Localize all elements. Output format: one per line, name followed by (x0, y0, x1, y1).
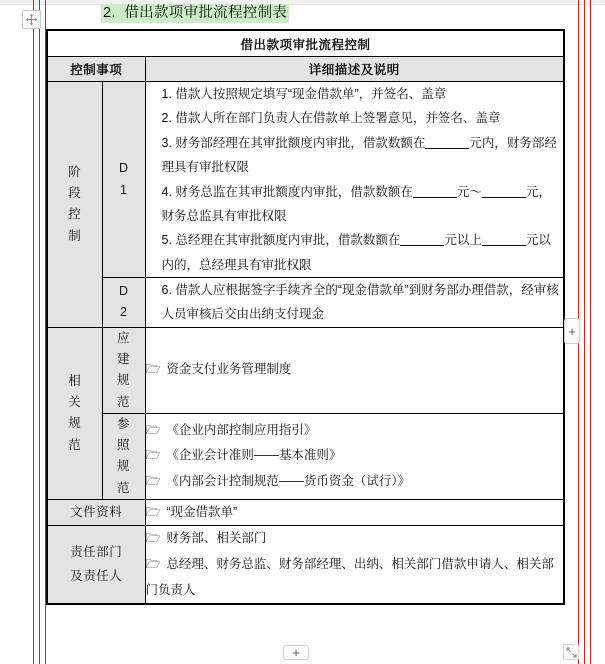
page-title-number: 2. (103, 5, 116, 21)
fill-in-blank (482, 185, 526, 198)
table-row (47, 57, 564, 82)
section-label-stage-control: 阶 段 控 制 (47, 82, 102, 328)
move-cross-icon (25, 13, 38, 26)
folder-icon: 🗁 (145, 422, 161, 437)
column-header-description: 详细描述及说明 (145, 57, 564, 82)
page-title (101, 1, 289, 22)
section-label-line: 责任部门 (70, 545, 123, 560)
list-item (146, 500, 564, 526)
table-row (47, 30, 564, 57)
list-item (146, 526, 564, 552)
stage-d2-description (145, 278, 564, 328)
reference-norms-content (145, 413, 564, 499)
list-item: 1. 借款人按照规定填写“现金借款单”，并签名、盖章 (161, 87, 447, 101)
list-item-label: 资金支付业务管理制度 (166, 362, 292, 377)
table-row (47, 82, 564, 278)
responsible-dept-content (145, 526, 564, 604)
fill-in-blank (482, 233, 526, 246)
table-row (47, 413, 564, 499)
folder-icon: 🗁 (145, 474, 161, 489)
folder-icon: 🗁 (145, 362, 161, 377)
list-item (146, 357, 564, 383)
list-item (146, 469, 564, 495)
stage-code-d2: D 2 (102, 278, 145, 328)
sublabel-should-build-norms: 应 建 规 范 (102, 327, 145, 413)
list-item: 6. 借款人应根据签字手续齐全的“现金借款单”到财务部办理借款，经审核人员审核后交由出纳支付现金 (161, 283, 559, 322)
list-item: 4. 财务总监在其审批额度内审批，借款数额在 元～ 元，财务总监具有审批权限 (161, 184, 551, 223)
sublabel-reference-norms: 参 照 规 范 (102, 413, 145, 499)
list-item-label: 《企业会计准则——基本准则》 (166, 448, 342, 463)
table-row (47, 327, 564, 413)
add-column-button[interactable]: + (564, 318, 580, 344)
table-title-cell: 借出款项审批流程控制 (47, 30, 564, 57)
list-item (146, 443, 564, 469)
resize-arrow-icon (566, 647, 577, 658)
section-label-responsible-dept (47, 526, 145, 604)
resize-table-handle[interactable] (563, 644, 579, 660)
section-label-related-norms: 相 关 规 范 (47, 327, 102, 499)
stage-d1-description (145, 82, 564, 278)
folder-icon: 🗁 (145, 448, 161, 463)
page-title-text: 借出款项审批流程控制表 (124, 5, 288, 21)
list-item-label: “现金借款单” (166, 504, 238, 519)
fill-in-blank (425, 136, 469, 149)
margin-guide-line (590, 0, 591, 664)
table-row (47, 526, 564, 604)
stage-code-d1: D 1 (102, 82, 145, 278)
section-label-line: 及责任人 (70, 568, 123, 583)
add-row-button[interactable]: + (283, 645, 309, 660)
move-table-handle[interactable] (22, 10, 41, 29)
fill-in-blank (400, 233, 444, 246)
fill-in-blank (413, 185, 457, 198)
table-row (47, 278, 564, 328)
list-item (146, 552, 564, 603)
list-item: 2. 借款人所在部门负责人在借款单上签署意见，并签名、盖章 (161, 111, 501, 126)
list-item: 5. 总经理在其审批额度内审批，借款数额在 元以上 元以内的，总经理具有审批权限 (161, 233, 551, 272)
document-materials-content (145, 499, 564, 526)
list-item-label: 财务部、相关部门 (166, 531, 267, 546)
list-item-label: 总经理、财务总监、财务部经理、出纳、相关部门借款申请人、相关部门负责人 (145, 557, 554, 597)
margin-guide-line (584, 0, 585, 664)
column-header-control-item: 控制事项 (47, 57, 145, 82)
should-build-norms-content (145, 327, 564, 413)
margin-guide-line (33, 0, 34, 664)
control-table (46, 29, 565, 605)
list-item: 3. 财务部经理在其审批额度内审批，借款数额在 元内，财务部经理具有审批权限 (161, 135, 557, 175)
control-table-wrapper (46, 29, 563, 605)
table-row (47, 499, 564, 526)
list-item-label: 《企业内部控制应用指引》 (166, 422, 317, 437)
list-item (146, 418, 564, 444)
section-label-document-materials: 文件资料 (47, 499, 145, 526)
folder-icon: 🗁 (145, 531, 161, 546)
top-ribbon-edge (0, 0, 605, 5)
folder-icon: 🗁 (145, 557, 161, 571)
folder-icon: 🗁 (145, 504, 161, 519)
list-item-label: 《内部会计控制规范——货币资金（试行）》 (166, 474, 411, 489)
margin-guide-line (39, 0, 40, 664)
